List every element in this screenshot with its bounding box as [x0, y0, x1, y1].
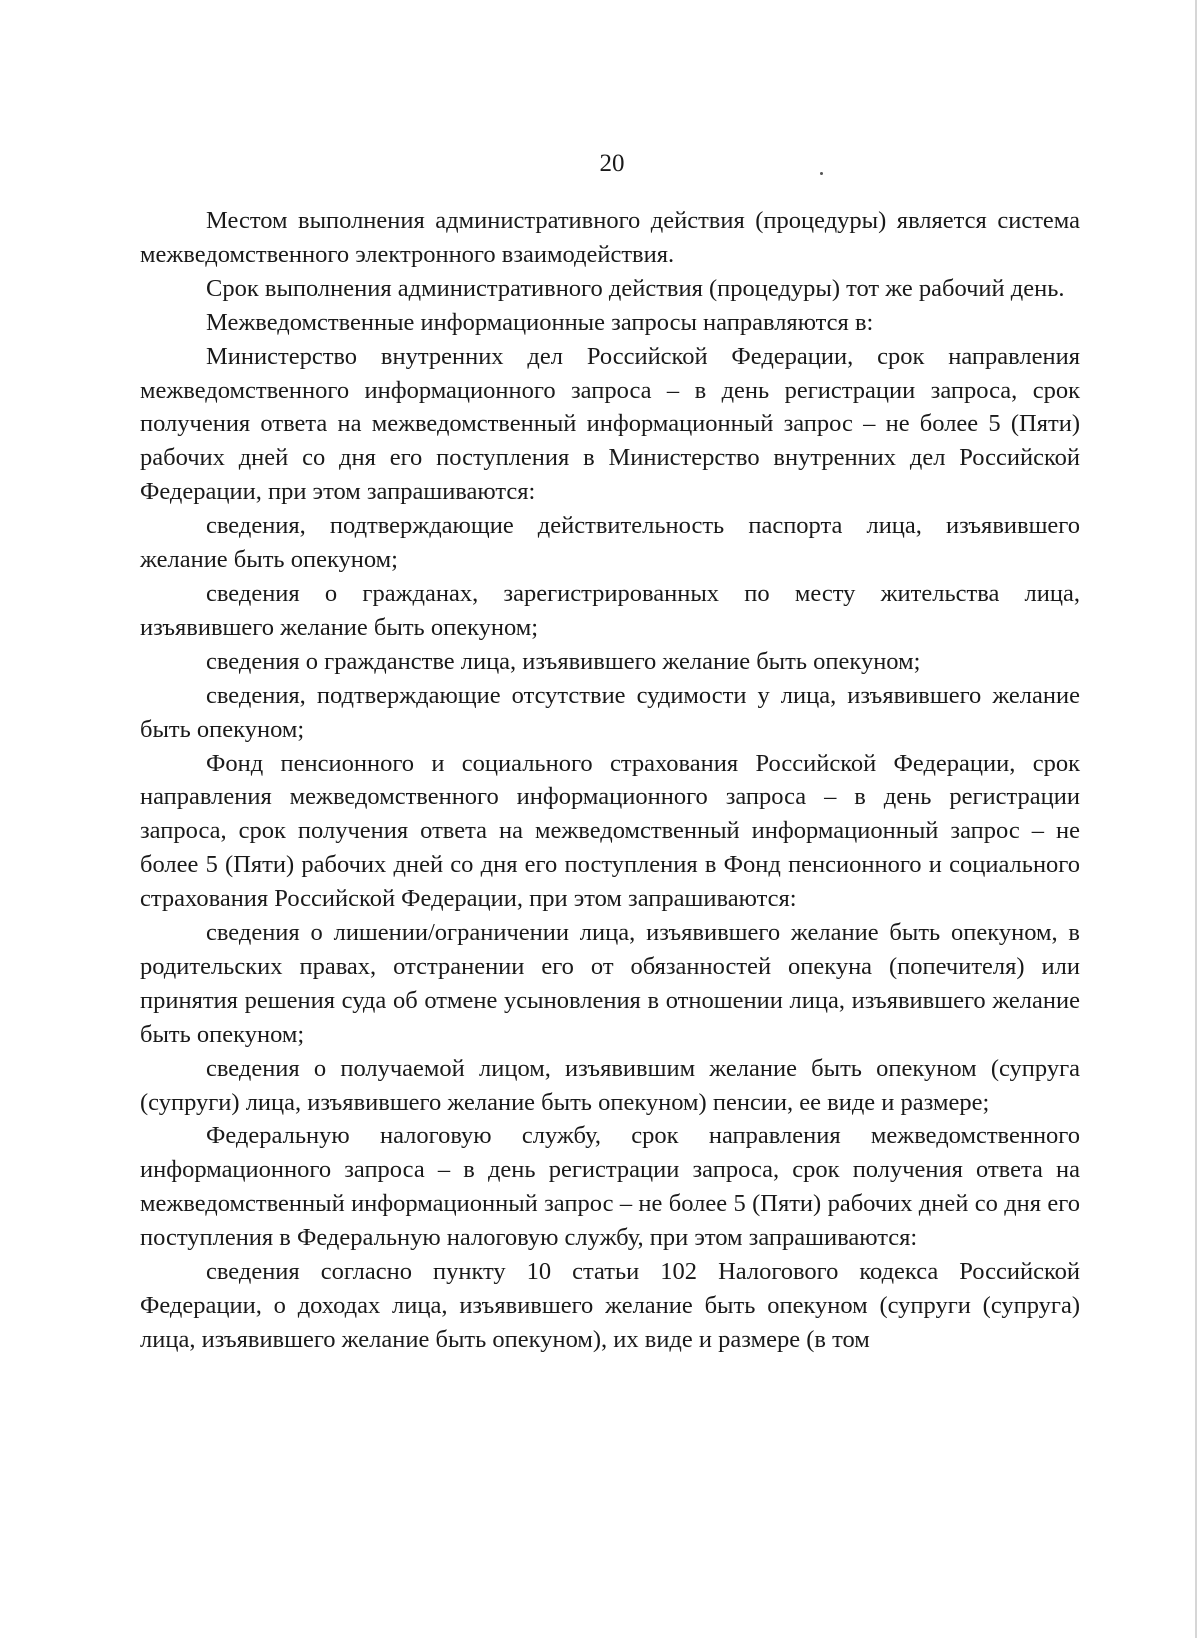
paragraph-parental-rights-info: сведения о лишении/ограничении лица, изъявившего желание быть опекуном, в родительских правах, отстранении его от обязанностей опекуна (попечителя) или принятия решения суда об отмене усыновления в отношении лица, изъявившего желание быть опекуном;: [140, 919, 1080, 1048]
paragraph-tax-service-request: Федеральную налоговую службу, срок направления межведомственного информационного запроса – в день регистрации запроса, срок получения ответа на межведомственный информационный запрос – не более 5 (Пяти) рабочих дней со дня его поступления в Федеральную налоговую службу, при этом запрашиваются:: [140, 1122, 1080, 1252]
paragraph-criminal-record-info: сведения, подтверждающие отсутствие судимости у лица, изъявившего желание быть опекуном;: [140, 681, 1080, 743]
paragraph-place-of-execution: Местом выполнения административного действия (процедуры) является система межведомственного электронного взаимодействия.: [140, 207, 1080, 268]
paragraph-execution-term: Срок выполнения административного действия (процедуры) тот же рабочий день.: [206, 274, 1065, 302]
paragraph-citizenship-info: сведения о гражданстве лица, изъявившего желание быть опекуном;: [206, 647, 921, 675]
paragraph-passport-info: сведения, подтверждающие действительность паспорта лица, изъявившего желание быть опекуном;: [140, 512, 1080, 574]
page-number: 20: [599, 150, 625, 177]
document-body: [140, 204, 1080, 1357]
paragraph-registered-citizens-info: сведения о гражданах, зарегистрированных по месту жительства лица, изъявившего желание быть опекуном;: [140, 579, 1080, 641]
paragraph-pension-info: сведения о получаемой лицом, изъявившим желание быть опекуном (супруга (супруги) лица, изъявившего желание быть опекуном) пенсии, ее виде и размере;: [140, 1054, 1080, 1116]
paragraph-mvd-request: Министерство внутренних дел Российской Федерации, срок направления межведомственного информационного запроса – в день регистрации запроса, срок получения ответа на межведомственный информационный запрос – не более 5 (Пяти) рабочих дней со дня его поступления в Министерство внутренних дел Российской Федерации, при этом запрашиваются:: [140, 342, 1080, 506]
paragraph-pension-fund-request: Фонд пенсионного и социального страхования Российской Федерации, срок направления межведомственного информационного запроса – в день регистрации запроса, срок получения ответа на межведомственный информационный запрос – не более 5 (Пяти) рабочих дней со дня его поступления в Фонд пенсионного и социального страхования Российской Федерации, при этом запрашиваются:: [140, 749, 1080, 913]
scan-speck: [820, 172, 823, 175]
paragraph-income-info: сведения согласно пункту 10 статьи 102 Налогового кодекса Российской Федерации, о доходах лица, изъявившего желание быть опекуном (супруги (супруга) лица, изъявившего желание быть опекуном), их виде и размере (в том: [140, 1258, 1080, 1353]
scan-edge-line: [1195, 0, 1197, 1638]
paragraph-requests-intro: Межведомственные информационные запросы направляются в:: [206, 308, 874, 336]
